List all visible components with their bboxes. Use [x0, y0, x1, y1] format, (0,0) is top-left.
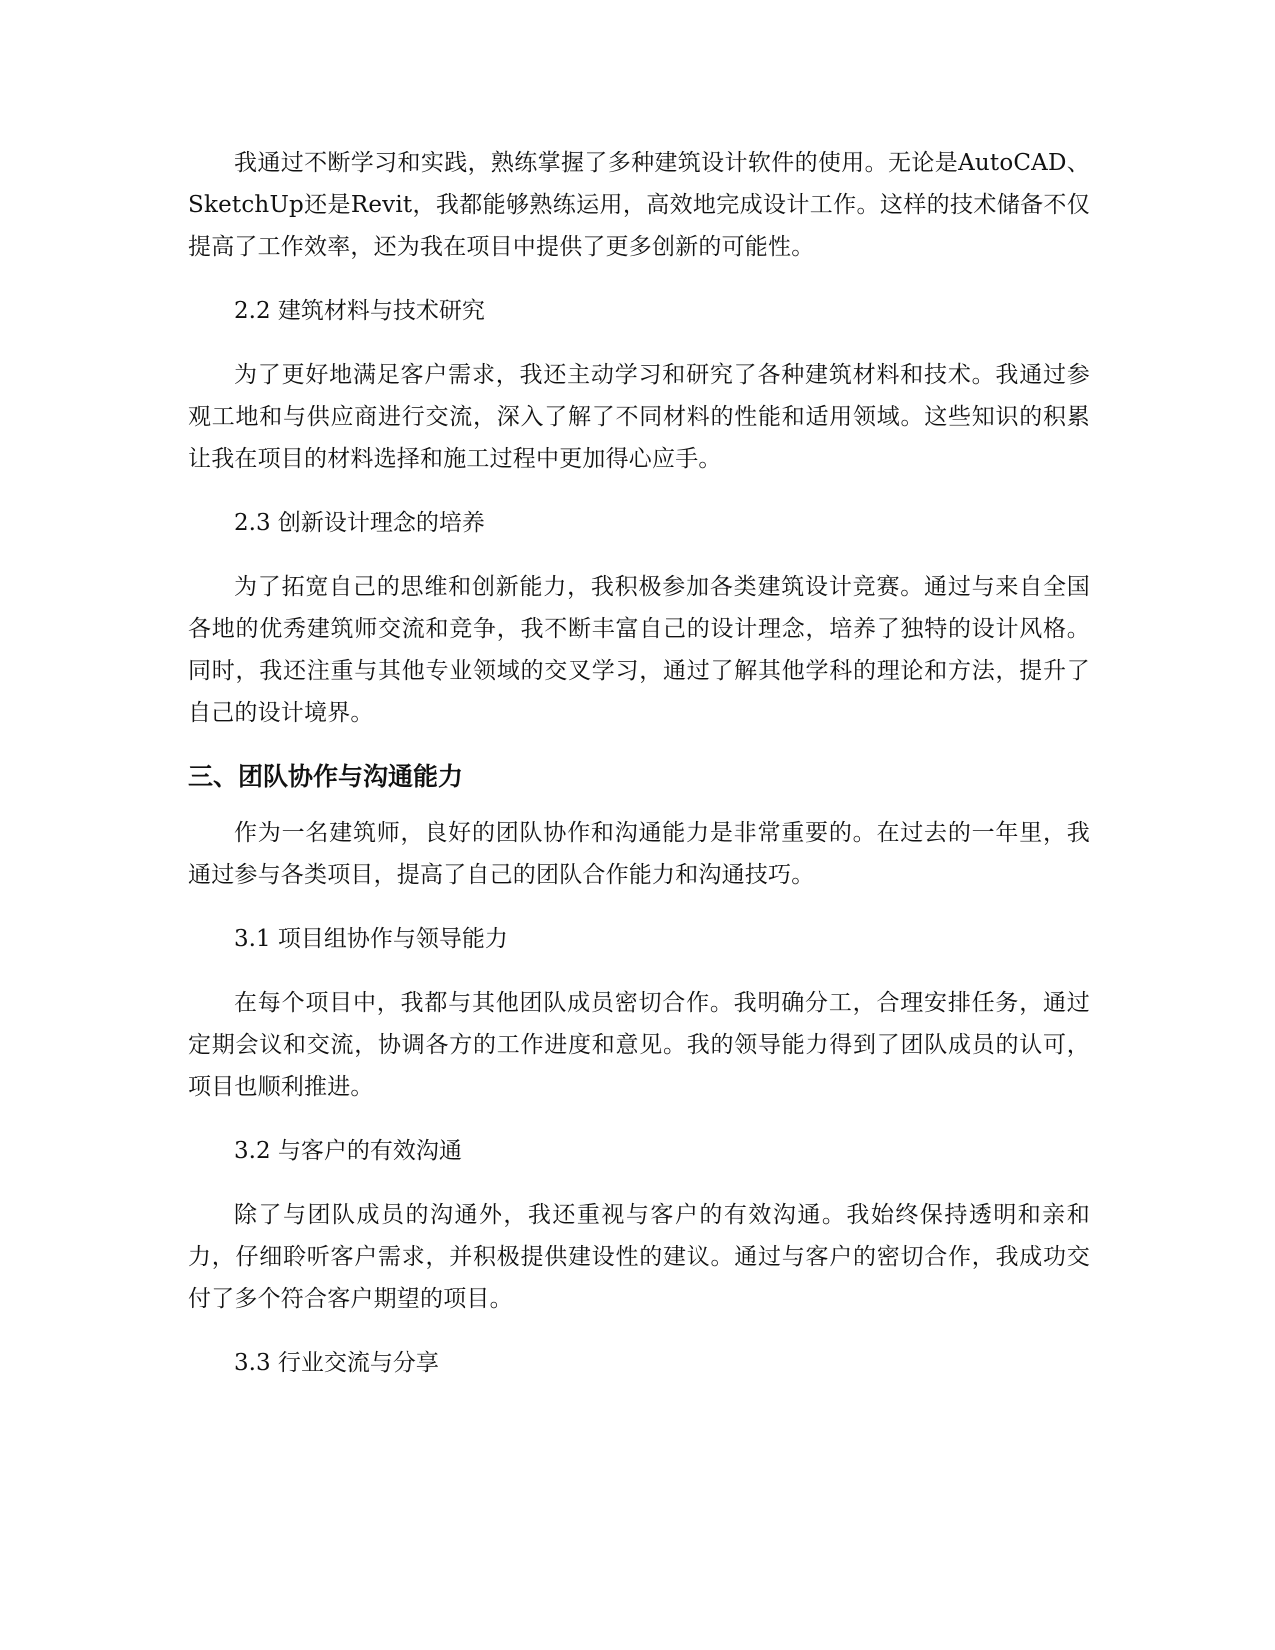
section-heading-3: 三、团队协作与沟通能力	[188, 762, 464, 791]
subheading-3-3: 3.3 行业交流与分享	[234, 1350, 439, 1376]
subheading-2-3: 2.3 创新设计理念的培养	[234, 510, 485, 536]
paragraph-teamwork-intro: 作为一名建筑师，良好的团队协作和沟通能力是非常重要的。在过去的一年里，我通过参与各类项目，提高了自己的团队合作能力和沟通技巧。	[188, 820, 1090, 888]
paragraph-materials-research: 为了更好地满足客户需求，我还主动学习和研究了各种建筑材料和技术。我通过参观工地和与供应商进行交流，深入了解了不同材料的性能和适用领域。这些知识的积累让我在项目的材料选择和施工过程中更加得心应手。	[188, 362, 1090, 472]
subheading-3-1: 3.1 项目组协作与领导能力	[234, 926, 508, 952]
paragraph-software-skills: 我通过不断学习和实践，熟练掌握了多种建筑设计软件的使用。无论是AutoCAD、SketchUp还是Revit，我都能够熟练运用，高效地完成设计工作。这样的技术储备不仅提高了工作效率，还为我在项目中提供了更多创新的可能性。	[188, 150, 1090, 260]
subheading-2-2: 2.2 建筑材料与技术研究	[234, 298, 485, 324]
document-body	[188, 142, 1090, 1406]
subheading-3-2: 3.2 与客户的有效沟通	[234, 1138, 462, 1164]
paragraph-leadership: 在每个项目中，我都与其他团队成员密切合作。我明确分工，合理安排任务，通过定期会议和交流，协调各方的工作进度和意见。我的领导能力得到了团队成员的认可，项目也顺利推进。	[188, 990, 1090, 1100]
paragraph-client-communication: 除了与团队成员的沟通外，我还重视与客户的有效沟通。我始终保持透明和亲和力，仔细聆听客户需求，并积极提供建设性的建议。通过与客户的密切合作，我成功交付了多个符合客户期望的项目。	[188, 1202, 1090, 1312]
paragraph-innovation: 为了拓宽自己的思维和创新能力，我积极参加各类建筑设计竞赛。通过与来自全国各地的优秀建筑师交流和竞争，我不断丰富自己的设计理念，培养了独特的设计风格。同时，我还注重与其他专业领域的交叉学习，通过了解其他学科的理论和方法，提升了自己的设计境界。	[188, 574, 1090, 726]
